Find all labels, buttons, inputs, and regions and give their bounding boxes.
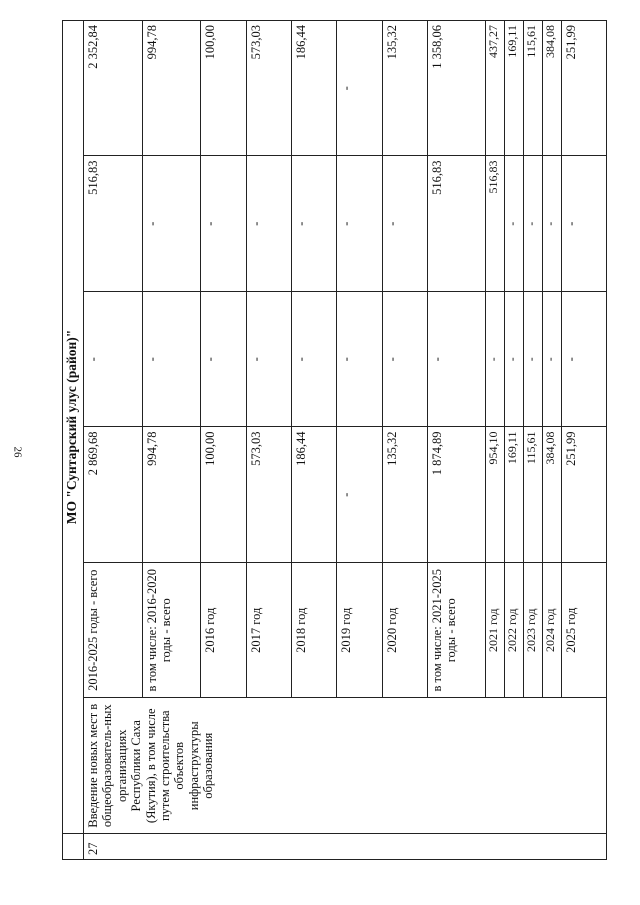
value-cell: -: [84, 292, 143, 428]
table-row: [84, 21, 143, 860]
value-cell: -: [523, 156, 542, 292]
value-cell: -: [561, 156, 606, 292]
value-cell: -: [542, 156, 561, 292]
total-cell: 994,78: [142, 427, 201, 563]
value-cell: 2 352,84: [84, 21, 143, 157]
value-cell: 251,99: [561, 21, 606, 157]
value-cell: -: [382, 156, 427, 292]
total-cell: 169,11: [505, 427, 524, 563]
value-cell: -: [505, 156, 524, 292]
value-cell: 384,08: [542, 21, 561, 157]
value-cell: -: [427, 292, 486, 428]
value-cell: -: [201, 156, 246, 292]
value-cell: -: [523, 292, 542, 428]
period-cell: в том числе: 2016-2020 годы - всего: [142, 563, 201, 699]
value-cell: -: [337, 292, 382, 428]
total-cell: 100,00: [201, 427, 246, 563]
period-cell: 2016 год: [201, 563, 246, 699]
region-title-row: [63, 21, 84, 860]
total-cell: 573,03: [246, 427, 291, 563]
period-cell: 2022 год: [505, 563, 524, 699]
value-cell: -: [291, 292, 336, 428]
value-cell: 135,32: [382, 21, 427, 157]
value-cell: -: [142, 156, 201, 292]
total-cell: 135,32: [382, 427, 427, 563]
period-cell: 2020 год: [382, 563, 427, 699]
value-cell: -: [542, 292, 561, 428]
value-cell: -: [505, 292, 524, 428]
value-cell: 100,00: [201, 21, 246, 157]
value-cell: 516,83: [84, 156, 143, 292]
region-title: МО "Сунтарский улус (район)": [63, 21, 84, 834]
rotated-table-container: [62, 20, 607, 860]
value-cell: -: [201, 292, 246, 428]
value-cell: 994,78: [142, 21, 201, 157]
period-cell: 2021 год: [486, 563, 505, 699]
total-cell: 186,44: [291, 427, 336, 563]
value-cell: -: [142, 292, 201, 428]
row-number: 27: [84, 834, 607, 860]
value-cell: -: [382, 292, 427, 428]
value-cell: 516,83: [427, 156, 486, 292]
total-cell: 251,99: [561, 427, 606, 563]
value-cell: 437,27: [486, 21, 505, 157]
value-cell: 115,61: [523, 21, 542, 157]
total-cell: 1 874,89: [427, 427, 486, 563]
value-cell: 186,44: [291, 21, 336, 157]
value-cell: -: [291, 156, 336, 292]
measure-name: Введение новых мест в общеобразователь-ных организациях Республики Саха (Якутия), в том числе путем строительства объектов инфраструктуры образования: [84, 698, 607, 834]
value-cell: 573,03: [246, 21, 291, 157]
value-cell: -: [486, 292, 505, 428]
period-cell: 2025 год: [561, 563, 606, 699]
value-cell: -: [337, 156, 382, 292]
value-cell: -: [246, 156, 291, 292]
value-cell: 516,83: [486, 156, 505, 292]
period-cell: 2017 год: [246, 563, 291, 699]
period-cell: 2019 год: [337, 563, 382, 699]
value-cell: 1 358,06: [427, 21, 486, 157]
total-cell: 2 869,68: [84, 427, 143, 563]
total-cell: 115,61: [523, 427, 542, 563]
total-cell: 954,10: [486, 427, 505, 563]
value-cell: -: [561, 292, 606, 428]
period-cell: 2018 год: [291, 563, 336, 699]
period-cell: 2023 год: [523, 563, 542, 699]
total-cell: 384,08: [542, 427, 561, 563]
row-number-top-blank: [63, 834, 84, 860]
value-cell: -: [337, 21, 382, 157]
period-cell: 2016-2025 годы - всего: [84, 563, 143, 699]
total-cell: -: [337, 427, 382, 563]
value-cell: 169,11: [505, 21, 524, 157]
value-cell: -: [246, 292, 291, 428]
budget-table: [62, 20, 607, 860]
period-cell: 2024 год: [542, 563, 561, 699]
page-number: 26: [11, 446, 24, 458]
period-cell: в том числе: 2021-2025 годы - всего: [427, 563, 486, 699]
